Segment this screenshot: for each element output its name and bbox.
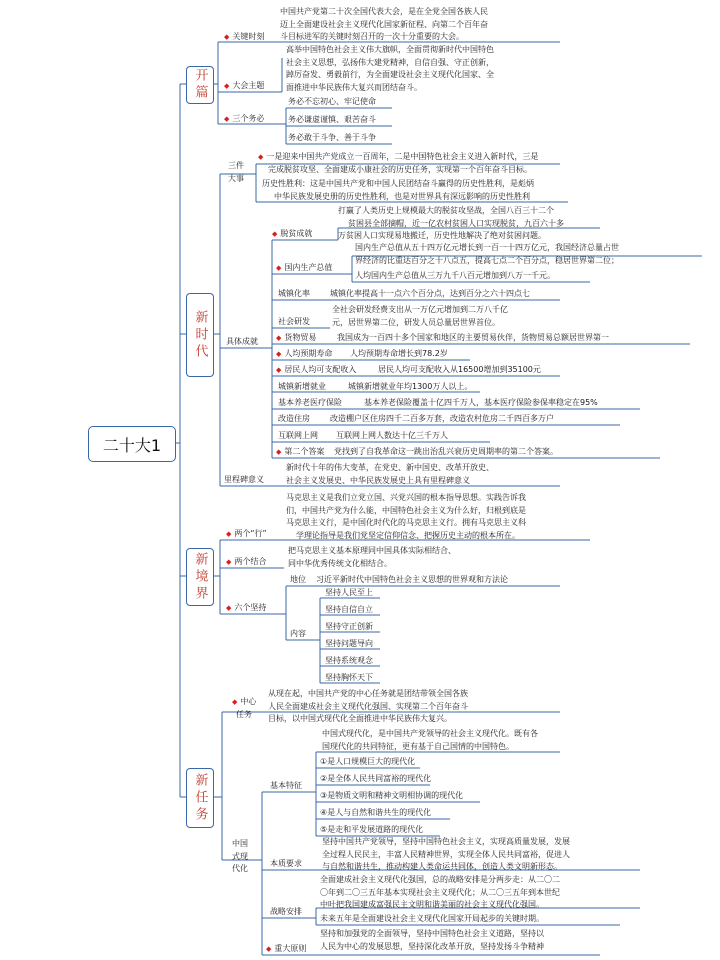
text-chengzhen: 城镇化率提高十一点六个百分点，达到百分之六十四点七 [330, 289, 530, 298]
flag-icon: ◆ [224, 115, 230, 123]
text-maoyi: 我国成为一百四十多个国家和地区的主要贸易伙伴，货物贸易总额居世界第一 [337, 333, 609, 342]
flag-icon: ◆ [232, 698, 238, 706]
label-guanjian: 关键时刻 [232, 32, 265, 41]
text-tezheng-intro [322, 728, 538, 753]
text-zhuti [286, 44, 494, 94]
label-zhuti: 大会主题 [232, 81, 265, 90]
line: 国现代化的共同特征，更有基于自己国情的中国特色。 [322, 741, 514, 751]
node-anpai: 战略安排 [270, 907, 302, 916]
text-daan: 党找到了自我革命这一跳出治乱兴衰历史周期率的第二个答案。 [334, 447, 558, 456]
node-yiyi: 里程碑意义 [224, 475, 264, 484]
node-gdp [276, 262, 332, 274]
item-sanwu-2: 务必谦虚谨慎、艰苦奋斗 [288, 115, 376, 124]
item-neirong-6: 坚持胸怀天下 [325, 673, 373, 682]
section-xinrenwu: 新任务 [186, 768, 214, 828]
node-diwei: 地位 [290, 575, 306, 584]
text-shouru: 居民人均可支配收入从16500增加到35100元 [378, 365, 541, 374]
line: 〇年到二〇三五年基本实现社会主义现代化；从二〇三五年到本世纪 [320, 887, 560, 897]
text-yanfa [332, 304, 508, 329]
node-dahui-zhuti [224, 80, 264, 92]
node-jiuye: 城镇新增就业 [278, 382, 326, 391]
section-kaipian: 开篇 [186, 66, 214, 104]
line: 历史性胜利：这是中国共产党和中国人民团结奋斗赢得的历史性胜利，是彪炳 [262, 179, 534, 188]
line: 任务 [236, 709, 252, 719]
section-xinjingjie: 新境界 [186, 548, 214, 606]
text-zhongxin [268, 688, 468, 726]
line: 马克思主义行，是中国化时代化的马克思主义行。拥有马克思主义科 [286, 518, 526, 527]
line: 中叶把我国建成富强民主文明和谐美丽的社会主义现代化强国。 [320, 900, 544, 909]
line: 万贫困人口实现易地搬迁，历史性地解决了绝对贫困问题。 [338, 231, 546, 240]
section-xinshidai: 新时代 [186, 293, 214, 377]
flag-icon: ◆ [266, 945, 272, 953]
flag-icon: ◆ [224, 33, 230, 41]
line: 斗目标进军的关键时刻召开的一次十分重要的大会。 [280, 32, 464, 41]
text-anpai-1 [320, 874, 560, 912]
line: 贫困县全部摘帽，近一亿农村贫困人口实现脱贫，九百六十多 [348, 218, 564, 228]
flag-icon: ◆ [226, 558, 232, 566]
line: 全面建成社会主义现代化强国，总的战略安排是分两步走：从二〇二 [320, 875, 560, 884]
line: 完成脱贫攻坚、全面建成小康社会的历史任务，实现第一个百年奋斗目标。 [268, 164, 532, 174]
node-liangge-jiehe [226, 556, 266, 568]
node-daan [276, 446, 324, 458]
label-xing: 两个“行” [234, 529, 267, 538]
line: 国内生产总值从五十四万亿元增长到一百一十四万亿元，我国经济总量占世 [355, 243, 619, 252]
line: 中国 [232, 839, 248, 848]
text-guanjian [280, 6, 488, 44]
item-tezheng-5: ⑤是走和平发展道路的现代化 [320, 825, 424, 834]
text-hulian: 互联网上网人数达十亿三千万人 [336, 431, 448, 440]
node-tezheng: 基本特征 [270, 781, 302, 790]
text-gdp-1 [355, 242, 619, 267]
root-node: 二十大1 [88, 426, 176, 462]
node-sanjian-dashi [228, 160, 244, 185]
text-yiliao: 基本养老保险覆盖十亿四千万人，基本医疗保险参保率稳定在95% [364, 398, 598, 407]
line: 中心 [240, 697, 257, 706]
node-yiliao: 基本养老医疗保险 [278, 398, 342, 407]
line: 坚持和加强党的全面领导，坚持中国特色社会主义道路，坚持以 [320, 929, 544, 938]
text-yuanze [320, 928, 544, 953]
flag-icon: ◆ [276, 334, 282, 342]
item-neirong-4: 坚持问题导向 [325, 639, 373, 648]
text-jiuye: 城镇新增就业年均1300万人以上。 [348, 382, 473, 391]
item-neirong-1: 坚持人民至上 [325, 588, 373, 597]
text-xing [286, 492, 526, 542]
line: 社会主义思想，弘扬伟大建党精神，自信自强、守正创新， [286, 57, 494, 67]
line: 高举中国特色社会主义伟大旗帜，全面贯彻新时代中国特色 [286, 45, 494, 54]
label-yuanze: 重大原则 [274, 944, 307, 953]
text-diwei: 习近平新时代中国特色社会主义思想的世界观和方法论 [316, 575, 508, 584]
item-neirong-2: 坚持自信自立 [325, 605, 373, 614]
line: 中国共产党第二十次全国代表大会，是在全党全国各族人民 [280, 7, 488, 16]
label-daan: 第二个答案 [284, 447, 325, 456]
node-xiandaihua [232, 838, 248, 876]
line: 面推进中华民族伟大复兴而团结奋斗。 [286, 82, 422, 92]
flag-icon: ◆ [226, 604, 232, 612]
item-sanwu-3: 务必敢于斗争、善于斗争 [288, 133, 376, 142]
line: 代化 [232, 864, 248, 873]
line: 社会主义发展史、中华民族发展史上具有里程碑意义 [286, 475, 470, 485]
text-sanjian-2 [262, 178, 534, 203]
text-yaoqiu [322, 836, 570, 874]
node-zhongxin [232, 696, 256, 721]
line: 与自然和谐共生，推动构建人类命运共同体，创造人类文明新形态。 [322, 862, 562, 871]
node-maoyi [276, 332, 316, 344]
node-liangge-xing [226, 528, 267, 540]
flag-icon: ◆ [272, 230, 278, 238]
label-jiehe: 两个结合 [234, 557, 267, 566]
label-shouming: 人均预期寿命 [284, 349, 333, 358]
line: 坚持中国共产党领导，坚持中国特色社会主义，实现高质量发展，发展 [322, 837, 570, 846]
node-sange-wubi [224, 113, 264, 125]
line: 大事 [228, 173, 244, 183]
text-gaizao: 改造棚户区住房四千二百多万套，改造农村危房二千四百多万户 [330, 414, 554, 423]
line: 新时代十年的伟大变革，在党史、新中国史、改革开放史、 [286, 463, 494, 472]
node-tuopin [272, 228, 312, 240]
line: 界经济的比重达百分之十八点五，提高七点二个百分点，稳居世界第二位； [355, 255, 619, 265]
item-neirong-5: 坚持系统观念 [325, 656, 373, 665]
flag-icon: ◆ [276, 350, 282, 358]
item-tezheng-3: ③是物质文明和精神文明相协调的现代化 [320, 791, 464, 800]
label-maoyi: 货物贸易 [284, 333, 317, 342]
line: 同中华优秀传统文化相结合。 [288, 558, 392, 568]
item-tezheng-4: ④是人与自然和谐共生的现代化 [320, 808, 432, 817]
node-hulian: 互联网上网 [278, 431, 318, 440]
line: 从现在起，中国共产党的中心任务就是团结带领全国各族 [268, 689, 468, 698]
node-chengzhen: 城镇化率 [278, 289, 310, 298]
node-neirong: 内容 [290, 629, 306, 638]
line: 一是迎来中国共产党成立一百周年，二是中国特色社会主义进入新时代，三是 [266, 152, 539, 161]
node-guanjian-shike [224, 31, 264, 43]
text-anpai-2: 未来五年是全面建设社会主义现代化国家开局起步的关键时期。 [320, 914, 544, 923]
node-shouming [276, 348, 332, 360]
line: 式现 [232, 851, 248, 861]
line: 中华民族发展史册的历史性胜利，也是对世界具有深远影响的历史性胜利 [274, 191, 530, 201]
line: 打赢了人类历史上规模最大的脱贫攻坚战，全国八百三十二个 [338, 206, 554, 215]
label-shouru: 居民人均可支配收入 [284, 365, 357, 374]
flag-icon: ◆ [276, 448, 282, 456]
item-tezheng-1: ①是人口规模巨大的现代化 [320, 757, 416, 766]
node-yaoqiu: 本质要求 [270, 859, 302, 868]
text-jiehe [288, 545, 456, 570]
line: 三件 [228, 161, 244, 170]
label-tuopin: 脱贫成就 [280, 229, 313, 238]
flag-icon: ◆ [258, 153, 264, 161]
label-sanwu: 三个务必 [232, 114, 265, 123]
text-shouming: 人均预期寿命增长到78.2岁 [350, 349, 448, 358]
line: 全社会研发经费支出从一万亿元增加到二万八千亿 [332, 305, 508, 314]
line: 学理论指导是我们党坚定信仰信念、把握历史主动的根本所在。 [296, 530, 520, 540]
item-neirong-3: 坚持守正创新 [325, 622, 373, 631]
line: 迈上全面建设社会主义现代化国家新征程、向第二个百年奋 [280, 19, 488, 29]
line: 人民为中心的发展思想，坚持深化改革开放，坚持发扬斗争精神 [320, 941, 544, 951]
node-juti-chengjiu: 具体成就 [226, 337, 258, 346]
line: 们，中国共产党为什么能，中国特色社会主义为什么好，归根到底是 [286, 505, 526, 515]
node-yuanze [266, 943, 306, 955]
flag-icon: ◆ [226, 530, 232, 538]
text-tuopin [338, 205, 564, 243]
label-jianchi: 六个坚持 [234, 603, 267, 612]
text-yiyi [286, 462, 494, 487]
line: 马克思主义是我们立党立国、兴党兴国的根本指导思想。实践告诉我 [286, 493, 526, 502]
node-gaizao: 改造住房 [278, 414, 310, 423]
line: 全过程人民民主，丰富人民精神世界，实现全体人民共同富裕，促进人 [322, 849, 570, 859]
line: 人民全面建成社会主义现代化强国、实现第二个百年奋斗 [268, 701, 468, 711]
line: 中国式现代化，是中国共产党领导的社会主义现代化。既有各 [322, 729, 538, 738]
line: 把马克思主义基本原理同中国具体实际相结合、 [288, 546, 456, 555]
flag-icon: ◆ [276, 366, 282, 374]
text-sanjian-1 [258, 151, 538, 176]
flag-icon: ◆ [276, 264, 282, 272]
line: 元，居世界第二位，研发人员总量居世界首位。 [332, 317, 500, 327]
flag-icon: ◆ [224, 82, 230, 90]
label-gdp: 国内生产总值 [284, 263, 333, 272]
node-liuge-jianchi [226, 602, 266, 614]
node-yanfa: 社会研发 [278, 317, 310, 326]
item-sanwu-1: 务必不忘初心、牢记使命 [288, 97, 376, 106]
line: 踔厉奋发、勇毅前行，为全面建设社会主义现代化国家、全 [286, 70, 494, 79]
item-tezheng-2: ②是全体人民共同富裕的现代化 [320, 774, 432, 783]
line: 目标，以中国式现代化全面推进中华民族伟大复兴。 [268, 714, 452, 723]
node-shouru [276, 364, 356, 376]
text-gdp-2: 人均国内生产总值从三万九千八百元增加到八万一千元。 [355, 271, 555, 280]
